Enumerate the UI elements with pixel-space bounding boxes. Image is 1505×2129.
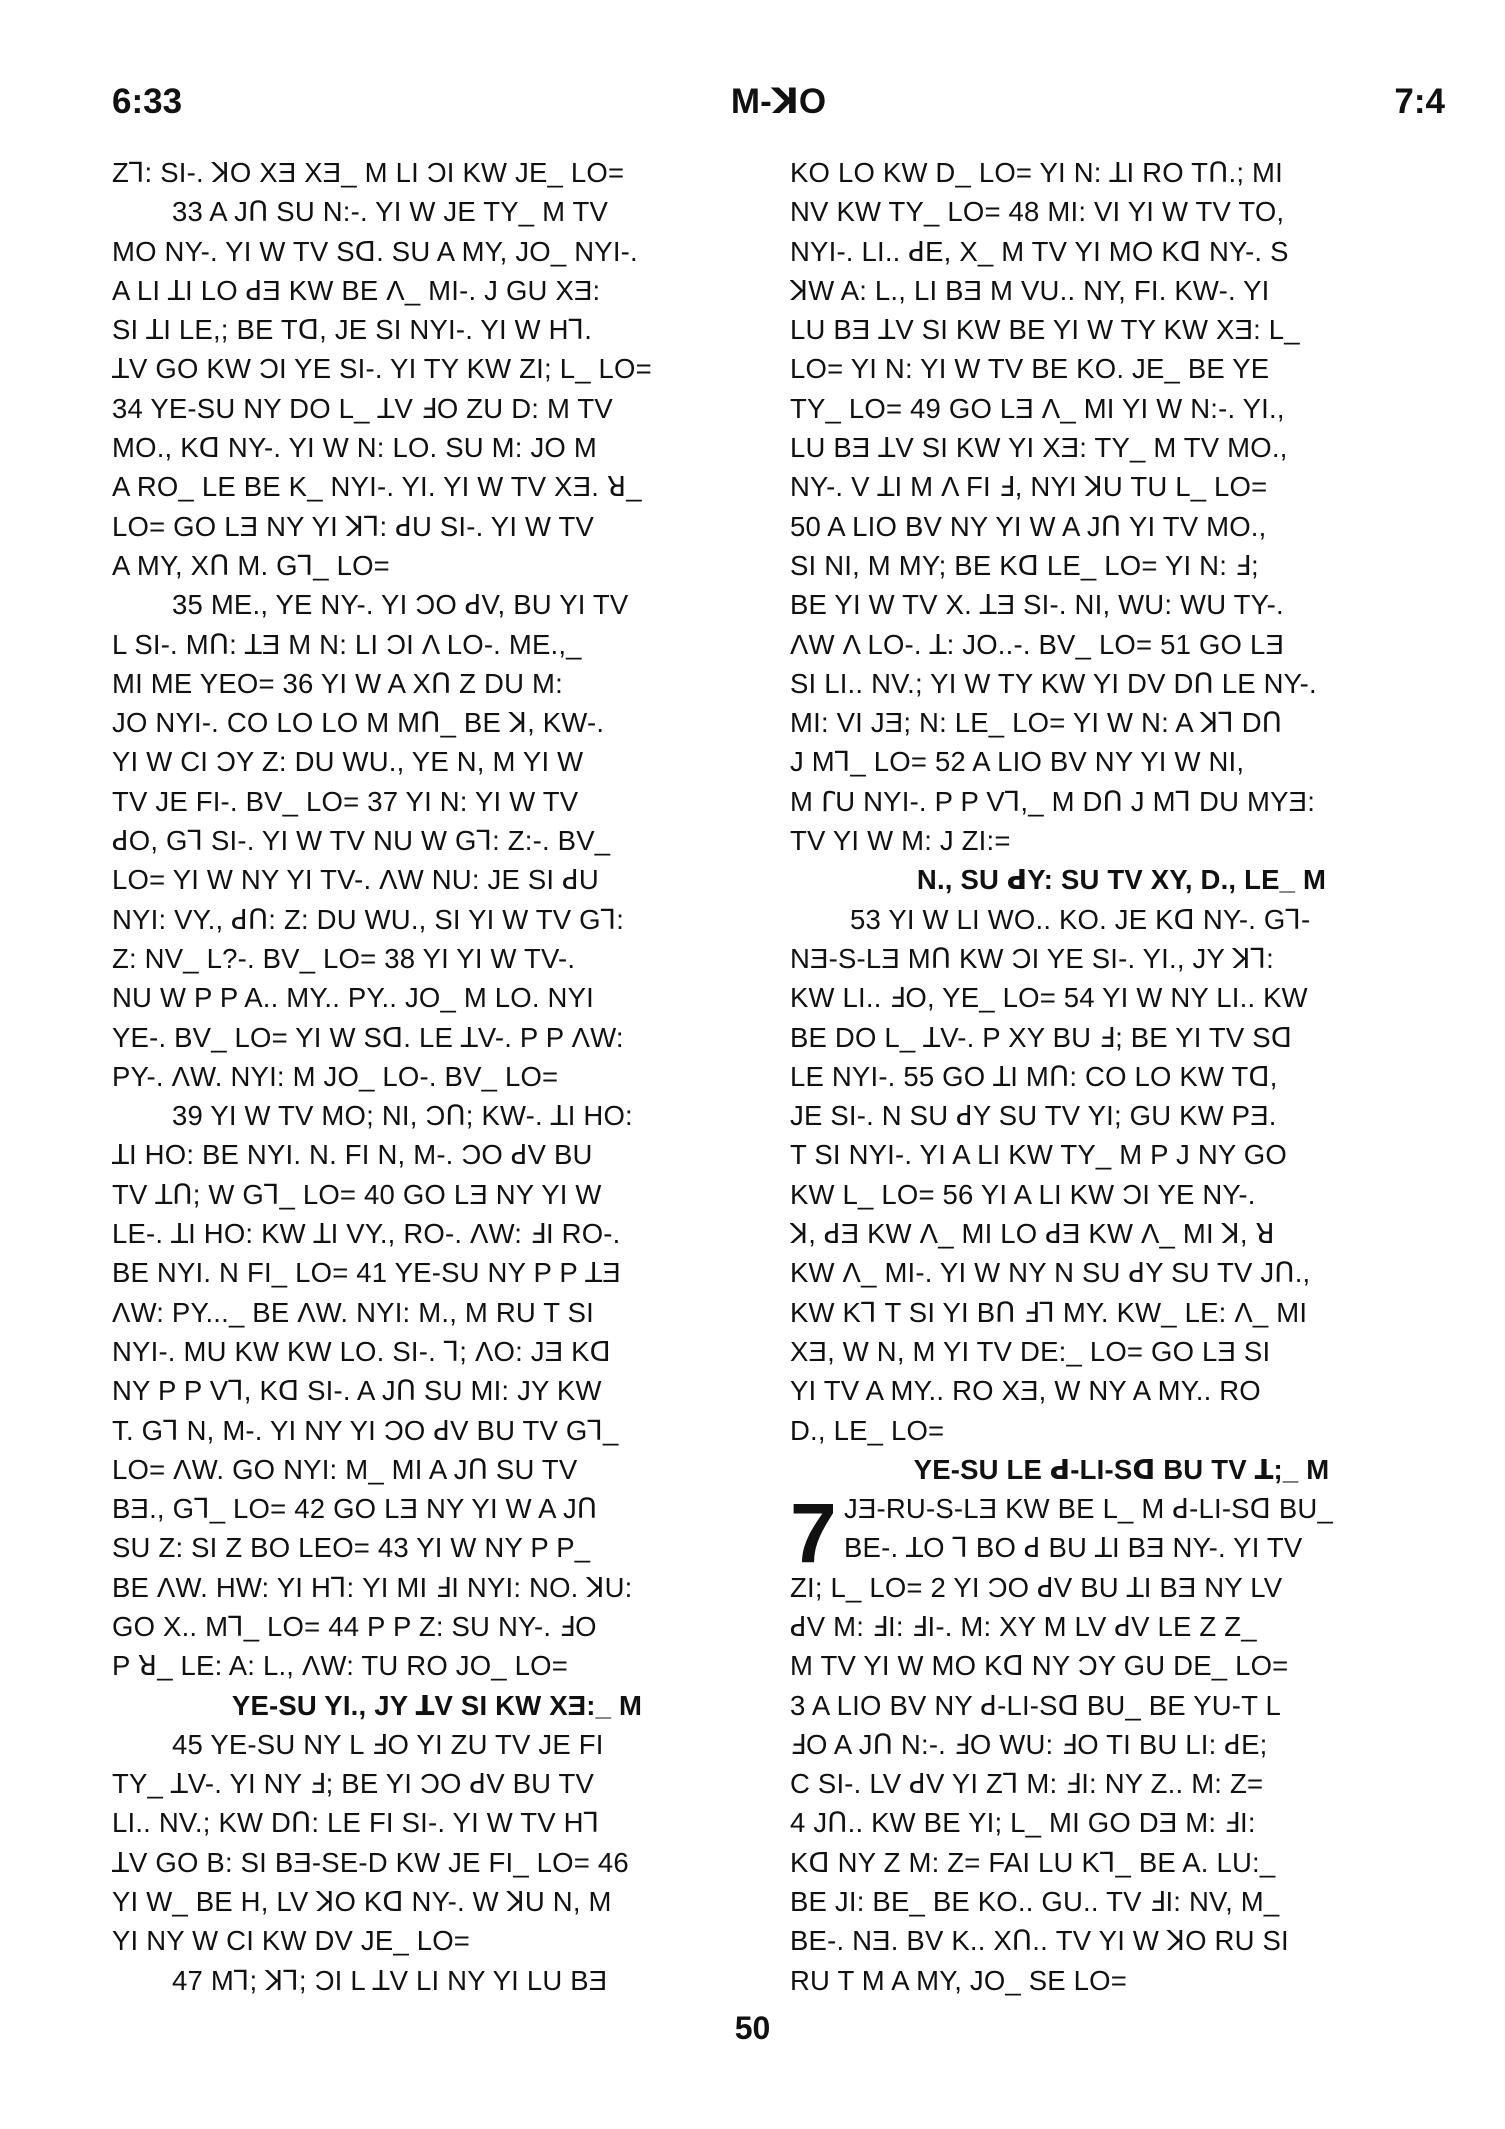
text-line: NƎ-S-LƎ MՈ KW ƆI YE SI-. YI., JY ꓘꓶ: bbox=[790, 942, 1274, 974]
text-line: A MY, XՈ M. Gꓶ_ LO= bbox=[112, 549, 390, 581]
text-line: NYI-. MU KW KW LO. SI-. ꓶ; ΛO: JƎ Kꓷ bbox=[112, 1335, 611, 1367]
page-number: 50 bbox=[734, 2010, 771, 2046]
text-line: LE NYI-. 55 GO ꓕI MՈ: CO LO KW Tꓷ, bbox=[790, 1060, 1278, 1092]
text-line: ꓘ, ꓒƎ KW Λ_ MI LO ꓒƎ KW Λ_ MI ꓘ, ꓤ bbox=[790, 1218, 1275, 1250]
text-line: LU BƎ ꓕV SI KW YI XƎ: TY_ M TV MO., bbox=[790, 432, 1288, 464]
text-line: L SI-. MՈ: ꓕƎ M N: LI ƆI Λ LO-. ME.,_ bbox=[112, 628, 582, 660]
text-line: KW Kꓶ T SI YI BՈ ꓞꓶ MY. KW_ LE: Λ_ MI bbox=[790, 1296, 1308, 1328]
text-line: BE-. NƎ. BV K.. XՈ.. TV YI W ꓘO RU SI bbox=[790, 1925, 1289, 1957]
text-line: MO., Kꓷ NY-. YI W N: LO. SU M: JO M bbox=[112, 432, 597, 464]
text-line: D., LE_ LO= bbox=[790, 1414, 945, 1446]
text-line: TV YI W M: J ZI:= bbox=[790, 825, 1011, 857]
text-line: RU T M A MY, JO_ SE LO= bbox=[790, 1964, 1128, 1996]
text-line: A LI ꓕI LO ꓒƎ KW BE Λ_ MI-. J GU XƎ: bbox=[112, 274, 601, 306]
text-line: ꓕV GO KW ƆI YE SI-. YI TY KW ZI; L_ LO= bbox=[112, 353, 652, 385]
text-line: 53 YI W LI WO.. KO. JE Kꓷ NY-. Gꓶ- bbox=[850, 903, 1311, 935]
text-line: ꓒV M: ꓞI: ꓞI-. M: XY M LV ꓒV LE Z Z_ bbox=[790, 1610, 1257, 1642]
header-right-reference: 7:4 bbox=[1394, 82, 1445, 121]
text-line: BE YI W TV X. ꓕƎ SI-. NI, WU: WU TY-. bbox=[790, 589, 1284, 621]
dropcap-line: BE-. ꓕO ꓶ BO ꓒ BU ꓕI BƎ NY-. YI TV bbox=[844, 1532, 1303, 1564]
text-line: ꓘW A: L., LI BƎ M VU.. NY, FI. KW-. YI bbox=[790, 274, 1270, 306]
text-line: KW Λ_ MI-. YI W NY N SU ꓒY SU TV JՈ., bbox=[790, 1257, 1311, 1289]
text-line: KW L_ LO= 56 YI A LI KW ƆI YE NY-. bbox=[790, 1178, 1256, 1210]
text-line: MI ME YEO= 36 YI W A XՈ Z DU M: bbox=[112, 667, 563, 699]
text-line: YI TV A MY.. RO XƎ, W NY A MY.. RO bbox=[790, 1375, 1261, 1407]
text-line: YI NY W CI KW DV JE_ LO= bbox=[112, 1925, 471, 1957]
text-line: JO NYI-. CO LO LO M MՈ_ BE ꓘ, KW-. bbox=[112, 707, 605, 739]
left-column bbox=[112, 153, 762, 2000]
text-line: BE NYI. N FI_ LO= 41 YE-SU NY P P ꓕƎ bbox=[112, 1257, 621, 1289]
text-line: JE SI-. N SU ꓒY SU TV YI; GU KW PƎ. bbox=[790, 1100, 1277, 1132]
text-line: P ꓤ_ LE: A: L., ΛW: TU RO JO_ LO= bbox=[112, 1650, 568, 1682]
text-line: KO LO KW D_ LO= YI N: ꓕI RO TՈ.; MI bbox=[790, 157, 1283, 188]
section-heading: YE-SU LE ꓒ-LI-Sꓷ BU TV ꓕ;_ M bbox=[913, 1453, 1330, 1485]
text-line: LO= YI N: YI W TV BE KO. JE_ BE YE bbox=[790, 353, 1270, 385]
text-line: C SI-. LV ꓒV YI Zꓶ M: ꓞI: NY Z.. M: Z= bbox=[790, 1768, 1264, 1800]
right-column bbox=[790, 153, 1453, 2000]
text-line: 35 ME., YE NY-. YI ƆO ꓒV, BU YI TV bbox=[172, 589, 629, 621]
text-line: SI NI, M MY; BE Kꓷ LE_ LO= YI N: ꓞ; bbox=[790, 549, 1259, 581]
text-line: YE-. BV_ LO= YI W Sꓷ. LE ꓕV-. P P ΛW: bbox=[112, 1021, 624, 1053]
text-line: ꓞO A JՈ N:-. ꓞO WU: ꓞO TI BU LI: ꓒE; bbox=[790, 1728, 1268, 1760]
text-line: LU BƎ ꓕV SI KW BE YI W TY KW XƎ: L_ bbox=[790, 314, 1300, 346]
text-line: SI ꓕI LE,; BE Tꓷ, JE SI NYI-. YI W Hꓶ. bbox=[112, 314, 593, 346]
right-column-top bbox=[790, 153, 1453, 1489]
text-line: 45 YE-SU NY L ꓞO YI ZU TV JE FI bbox=[172, 1728, 604, 1760]
text-line: TV JE FI-. BV_ LO= 37 YI N: YI W TV bbox=[112, 785, 579, 817]
text-line: BE JI: BE_ BE KO.. GU.. TV ꓞI: NV, M_ bbox=[790, 1886, 1280, 1918]
text-line: LO= ΛW. GO NYI: M_ MI A JՈ SU TV bbox=[112, 1453, 578, 1485]
text-line: TY_ LO= 49 GO LƎ Λ_ MI YI W N:-. YI., bbox=[790, 392, 1285, 424]
chapter-start bbox=[790, 1486, 1453, 1581]
text-line: SU Z: SI Z BO LEO= 43 YI W NY P P_ bbox=[112, 1532, 591, 1564]
chapter-number-dropcap: 7 bbox=[790, 1486, 837, 1581]
page-header bbox=[112, 82, 1445, 132]
text-line: KW LI.. ꓞO, YE_ LO= 54 YI W NY LI.. KW bbox=[790, 982, 1308, 1014]
text-line: T. Gꓶ N, M-. YI NY YI ƆO ꓒV BU TV Gꓶ_ bbox=[112, 1414, 619, 1446]
text-line: 33 A JՈ SU N:-. YI W JE TY_ M TV bbox=[172, 196, 609, 228]
text-line: YI W_ BE H, LV ꓘO Kꓷ NY-. W ꓘU N, M bbox=[112, 1886, 612, 1918]
text-line: Kꓷ NY Z M: Z= FAI LU Kꓶ_ BE A. LU:_ bbox=[790, 1846, 1276, 1878]
text-line: BƎ., Gꓶ_ LO= 42 GO LƎ NY YI W A JՈ bbox=[112, 1493, 598, 1525]
text-line: YI W CI ƆY Z: DU WU., YE N, M YI W bbox=[112, 746, 584, 778]
dropcap-line: JƎ-RU-S-LƎ KW BE L_ M ꓒ-LI-Sꓷ BU_ bbox=[844, 1493, 1333, 1525]
text-line: NYI: VY., ꓒՈ: Z: DU WU., SI YI W TV Gꓶ: bbox=[112, 903, 625, 935]
section-heading: YE-SU YI., JY ꓕV SI KW XƎ:_ M bbox=[231, 1689, 643, 1721]
text-line: ZI; L_ LO= 2 YI ƆO ꓒV BU ꓕI BƎ NY LV bbox=[790, 1571, 1283, 1603]
text-line: 39 YI W TV MO; NI, ƆՈ; KW-. ꓕI HO: bbox=[172, 1100, 633, 1132]
text-line: NU W P P A.. MY.. PY.. JO_ M LO. NYI bbox=[112, 982, 594, 1014]
text-line: A RO_ LE BE K_ NYI-. YI. YI W TV XƎ. ꓤ_ bbox=[112, 471, 642, 503]
text-line: NY P P Vꓶ, Kꓷ SI-. A JՈ SU MI: JY KW bbox=[112, 1375, 602, 1407]
text-line: 3 A LIO BV NY ꓒ-LI-Sꓷ BU_ BE YU-T L bbox=[790, 1689, 1281, 1721]
text-line: ꓕI HO: BE NYI. N. FI N, M-. ƆO ꓒV BU bbox=[112, 1139, 593, 1171]
text-line: LE-. ꓕI HO: KW ꓕI VY., RO-. ΛW: ꓞI RO-. bbox=[112, 1218, 621, 1250]
text-line: MI: VI JƎ; N: LE_ LO= YI W N: A ꓘꓶ DՈ bbox=[790, 707, 1283, 739]
section-heading: N., SU ꓒY: SU TV XY, D., LE_ M bbox=[916, 864, 1327, 896]
text-line: ΛW: PY..._ BE ΛW. NYI: M., M RU T SI bbox=[112, 1296, 595, 1328]
header-book-title: M-ꓘO bbox=[730, 82, 827, 121]
text-line: TY_ ꓕV-. YI NY ꓞ; BE YI ƆO ꓒV BU TV bbox=[112, 1768, 595, 1800]
text-line: M ꓩU NYI-. P P Vꓶ,_ M DՈ J Mꓶ DU MYƎ: bbox=[790, 785, 1316, 817]
text-line: XƎ, W N, M YI TV DE:_ LO= GO LƎ SI bbox=[790, 1335, 1271, 1367]
text-line: 47 Mꓶ; ꓘꓶ; ƆI L ꓕV LI NY YI LU BƎ bbox=[172, 1964, 608, 1996]
text-line: T SI NYI-. YI A LI KW TY_ M P J NY GO bbox=[790, 1139, 1287, 1171]
text-line: MO NY-. YI W TV Sꓷ. SU A MY, JO_ NYI-. bbox=[112, 235, 638, 267]
text-line: LI.. NV.; KW DՈ: LE FI SI-. YI W TV Hꓶ bbox=[112, 1807, 600, 1839]
text-line: NYI-. LI.. ꓒE, X_ M TV YI MO Kꓷ NY-. S bbox=[790, 235, 1289, 267]
text-line: GO X.. Mꓶ_ LO= 44 P P Z: SU NY-. ꓞO bbox=[112, 1610, 597, 1642]
text-line: NV KW TY_ LO= 48 MI: VI YI W TV TO, bbox=[790, 196, 1285, 228]
text-line: LO= YI W NY YI TV-. ΛW NU: JE SI ꓒU bbox=[112, 864, 599, 896]
text-line: M TV YI W MO Kꓷ NY ƆY GU DE_ LO= bbox=[790, 1650, 1289, 1682]
text-line: TV ꓕՈ; W Gꓶ_ LO= 40 GO LƎ NY YI W bbox=[112, 1178, 602, 1210]
text-line: SI LI.. NV.; YI W TY KW YI DV DՈ LE NY-. bbox=[790, 667, 1317, 699]
text-line: 50 A LIO BV NY YI W A JՈ YI TV MO., bbox=[790, 510, 1267, 542]
text-line: J Mꓶ_ LO= 52 A LIO BV NY YI W NI, bbox=[790, 746, 1245, 778]
text-line: Z: NV_ L?-. BV_ LO= 38 YI YI W TV-. bbox=[112, 942, 576, 974]
header-left-reference: 6:33 bbox=[112, 82, 183, 121]
text-line: Zꓶ: SI-. ꓘO XƎ XƎ_ M LI ƆI KW JE_ LO= bbox=[112, 157, 625, 188]
text-line: ΛW Λ LO-. ꓕ: JO..-. BV_ LO= 51 GO LƎ bbox=[790, 628, 1285, 660]
text-line: 34 YE-SU NY DO L_ ꓕV ꓞO ZU D: M TV bbox=[112, 392, 613, 424]
text-line: BE ΛW. HW: YI Hꓶ: YI MI ꓞI NYI: NO. ꓘU: bbox=[112, 1571, 633, 1603]
text-line: BE DO L_ ꓕV-. P XY BU ꓞ; BE YI TV Sꓷ bbox=[790, 1021, 1293, 1053]
text-line: ꓒO, Gꓶ SI-. YI W TV NU W Gꓶ: Z:-. BV_ bbox=[112, 825, 611, 857]
chapter-text bbox=[790, 1568, 1453, 2000]
text-line: NY-. V ꓕI M Λ FI ꓞ, NYI ꓘU TU L_ LO= bbox=[790, 471, 1268, 503]
text-line: LO= GO LƎ NY YI ꓘꓶ: ꓒU SI-. YI W TV bbox=[112, 510, 595, 542]
text-line: PY-. ΛW. NYI: M JO_ LO-. BV_ LO= bbox=[112, 1060, 559, 1092]
text-line: 4 JՈ.. KW BE YI; L_ MI GO DƎ M: ꓞI: bbox=[790, 1807, 1256, 1839]
text-line: ꓕV GO B: SI BƎ-SE-D KW JE FI_ LO= 46 bbox=[112, 1846, 629, 1878]
